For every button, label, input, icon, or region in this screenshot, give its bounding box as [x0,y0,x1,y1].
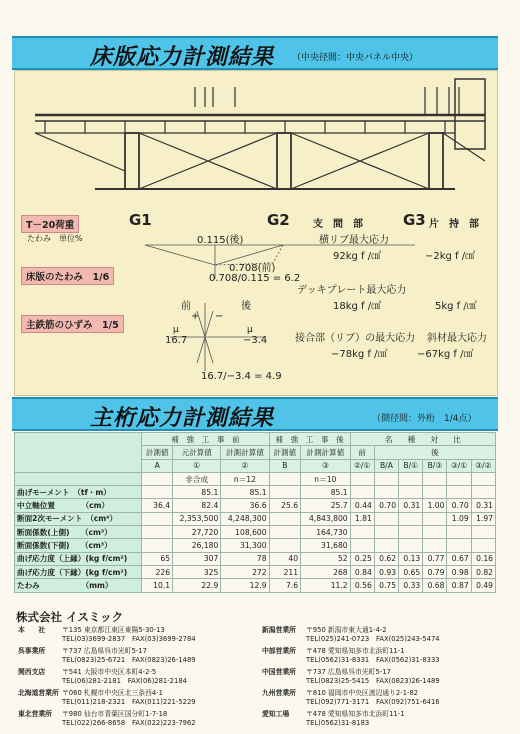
table-row [15,526,496,539]
table-cell: 0.98 [447,565,471,578]
table-cell [350,539,374,552]
table-cell: 25.6 [269,499,301,512]
section-title-girder: 主桁応力計測結果 [90,406,275,431]
office-name: 愛知工場 [262,710,290,718]
table-cell: 0.44 [350,499,374,512]
mu-left: μ [173,325,179,335]
joint-stress-value: −78kg f /㎠ [331,349,388,360]
table-cell [471,526,495,539]
table-cell [471,486,495,499]
office-address: 〒737 広島県呉市光町5-17 TEL(0823)25-6721 FAX(0823)26-1489 [62,647,196,664]
table-cell: 1.97 [471,512,495,525]
table-cell [399,486,423,499]
header-measured-calc: 計測計算値 [221,446,269,459]
deck-stress-value: 18kg f /㎠ [333,301,382,312]
office-name: 中国営業所 [262,668,296,676]
row-label: たわみ （mm） [15,579,142,592]
table-cell [142,486,173,499]
table-cell: 0.87 [447,579,471,592]
row-label: 断面係数(上側) （cm³） [15,526,142,539]
table-row [15,486,496,499]
col-A: A [142,459,173,472]
sub-composite-none: 非合成 [173,472,221,485]
minus-sign: − [215,311,224,322]
girder-stress-table [14,432,496,593]
header-ratio-front: 前 [350,446,374,459]
table-cell: 0.49 [471,579,495,592]
table-cell [374,512,398,525]
girder-g1-label: G1 [129,211,152,229]
table-cell: 1.81 [350,512,374,525]
office-address: 〒541 大阪市中央区本町4-2-5 TEL(06)281-2181 FAX(06)281-2184 [62,668,187,685]
office-entry [18,710,196,727]
office-address: 〒135 東京都江東区東陽5-30-13 TEL(03)3699-2837 FAX(03)3699-2784 [62,626,196,643]
office-address: 〒810 福岡市中央区渡辺通り2-1-82 TEL(092)771-3171 FAX(092)751-6416 [306,689,440,706]
office-entry [18,668,187,685]
table-body [15,486,496,592]
table-cell: 4,248,300 [221,512,269,525]
table-cell: 0.67 [447,552,471,565]
section-subtitle-girder: （側径間：外桁 1/4点） [372,414,477,424]
row-label: 曲げ応力度（下縁）(kg f/cm²) [15,565,142,578]
office-entry [18,626,196,643]
table-cell [447,526,471,539]
sub-n12: n＝12 [221,472,269,485]
table-cell: 0.75 [374,579,398,592]
table-cell: 2,353,500 [173,512,221,525]
header-reinforcement-after: 補 強 工 事 後 [269,433,350,446]
table-cell [269,539,301,552]
table-cell [269,486,301,499]
joint-stress-label: 接合部（リブ）の最大応力 [295,333,416,344]
table-cell: 0.31 [471,499,495,512]
table-cell: 4,843,800 [301,512,351,525]
deflection-right-value: 0.708(前) [229,263,276,274]
table-row [15,565,496,578]
table-cell [447,486,471,499]
table-cell [269,512,301,525]
table-cell: 0.84 [350,565,374,578]
office-entry [262,647,440,664]
row-label: 断面2次モーメント （cm⁴） [15,512,142,525]
col-ratio-32: ③/② [471,459,495,472]
table-cell: 0.70 [447,499,471,512]
table-row [15,512,496,525]
table-cell: 1.09 [447,512,471,525]
table-cell: 1.00 [423,499,447,512]
office-entry [262,710,405,727]
table-cell: 307 [173,552,221,565]
table-cell: 0.25 [350,552,374,565]
office-address: 〒950 新潟市東大通1-4-2 TEL(025)241-0723 FAX(025)243-5474 [306,626,440,643]
table-cell [142,539,173,552]
col-2: ② [221,459,269,472]
table-cell: 0.77 [423,552,447,565]
office-name: 関西支店 [18,668,46,676]
table-cell [471,539,495,552]
row-label: 曲げモーメント （tf・m） [15,486,142,499]
office-name: 中部営業所 [262,647,296,655]
col-ratio-B3: B/③ [423,459,447,472]
table-cell [423,526,447,539]
row-label: 曲げ応力度（上縁）(kg f/cm²) [15,552,142,565]
table-cell: 25.7 [301,499,351,512]
table-cell: 211 [269,565,301,578]
table-cell [399,512,423,525]
table-cell: 82.4 [173,499,221,512]
bridge-figure [14,70,498,396]
table-row [15,539,496,552]
strain-ratio: 16.7/−3.4 = 4.9 [201,371,282,382]
office-name: 北海道営業所 [18,689,59,697]
header-original-calc: 元計算値 [173,446,221,459]
table-cell: 0.56 [350,579,374,592]
deck-stress-label: デッキプレート最大応力 [297,285,407,296]
office-name: 九州営業所 [262,689,296,697]
table-cell [350,486,374,499]
girder-g3-label: G3 [403,211,426,229]
diagonal-stress-value: −67kg f /㎠ [417,349,474,360]
table-cell: 26,180 [173,539,221,552]
table-cell: 226 [142,565,173,578]
sub-n10: n＝10 [301,472,351,485]
load-label: T－20荷重 [21,215,79,233]
section-subtitle-slab: （中央径間：中央パネル中央） [292,53,419,63]
table-cell [423,539,447,552]
office-entry [262,626,440,643]
header-measured: 計測値 [142,446,173,459]
support-heading: 支 間 部 [313,219,363,230]
table-row [15,552,496,565]
table-cell: 22.9 [173,579,221,592]
table-cell: 0.68 [423,579,447,592]
table-cell: 108,600 [221,526,269,539]
office-name: 東北営業所 [18,710,52,718]
office-entry [18,689,196,706]
table-cell: 0.70 [374,499,398,512]
deflection-top-value: 0.115(後) [197,235,244,246]
section-banner-slab [12,36,498,70]
cantilever-value-2: 5kg f /㎠ [435,301,477,312]
table-cell [423,512,447,525]
col-1: ① [173,459,221,472]
table-cell [269,526,301,539]
table-cell: 10.1 [142,579,173,592]
rib-stress-value: 92kg f /㎠ [333,251,382,262]
strain-left-value: 16.7 [165,335,188,346]
row-label: 中立軸位置 （cm） [15,499,142,512]
office-address: 〒060 札幌市中央区北三条西4-1 TEL(011)218-2321 FAX(011)221-5229 [62,689,196,706]
rib-stress-label: 横リブ最大応力 [319,235,389,246]
table-cell: 0.31 [399,499,423,512]
company-name: 株式会社 イスミック [16,610,124,624]
header-reinforcement-before: 補 強 工 事 前 [142,433,269,446]
table-cell: 65 [142,552,173,565]
table-cell: 40 [269,552,301,565]
table-cell: 0.93 [374,565,398,578]
office-address: 〒737 広島県呉市光町5-17 TEL(0823)25-5415 FAX(0823)26-1489 [306,668,440,685]
col-ratio-B1: B/① [399,459,423,472]
back-label: 後 [241,301,251,312]
office-entry [18,647,196,664]
table-cell: 0.79 [423,565,447,578]
table-cell: 12.9 [221,579,269,592]
table-cell [399,539,423,552]
header-measured-calc-after: 計測計算値 [301,446,351,459]
table-cell: 31,300 [221,539,269,552]
section-title-slab: 床版応力計測結果 [90,45,275,70]
header-measured-after: 計測値 [269,446,301,459]
strain-right-value: −3.4 [243,335,268,346]
table-cell: 0.13 [399,552,423,565]
table-cell [142,512,173,525]
table-cell: 85.1 [221,486,269,499]
office-name: 新潟営業所 [262,626,296,634]
table-cell: 0.82 [471,565,495,578]
girder-strain-label: 主鉄筋のひずみ 1/5 [21,315,124,333]
table-row [15,499,496,512]
table-cell [399,526,423,539]
header-ratio: 名 種 対 比 [350,433,495,446]
table-cell: 7.6 [269,579,301,592]
table-cell: 0.33 [399,579,423,592]
table-cell: 325 [173,565,221,578]
cantilever-heading: 片 持 部 [429,219,479,230]
header-ratio-back: 後 [374,446,495,459]
table-row [15,579,496,592]
table-cell: 272 [221,565,269,578]
table-cell: 85.1 [301,486,351,499]
table-cell: 27,720 [173,526,221,539]
table-cell: 0.16 [471,552,495,565]
office-address: 〒478 愛知県知多市北浜町11-1 TEL(0562)31-8183 [306,710,405,727]
deflection-ratio: 0.708/0.115 = 6.2 [209,273,301,284]
mu-right: μ [247,325,253,335]
table-cell [374,526,398,539]
office-entry [262,668,440,685]
table-cell [423,486,447,499]
office-address: 〒478 愛知県知多市北浜町11-1 TEL(0562)31-8331 FAX(0562)31-8333 [306,647,440,664]
table-cell: 78 [221,552,269,565]
table-cell [350,526,374,539]
office-entry [262,689,440,706]
table-cell: 11.2 [301,579,351,592]
col-ratio-21: ②/① [350,459,374,472]
table-cell: 85.1 [173,486,221,499]
table-cell [374,539,398,552]
deflection-unit: たわみ 単位% [27,234,83,243]
slab-deflection-label: 床版のたわみ 1/6 [21,267,114,285]
front-label: 前 [181,301,191,312]
office-address: 〒980 仙台市青葉区国分町1-7-18 TEL(022)266-8658 FAX(022)223-7962 [62,710,196,727]
row-label: 断面係数(下側) （cm³） [15,539,142,552]
cantilever-value-1: −2kg f /㎠ [425,251,476,262]
table-cell [374,486,398,499]
col-B: B [269,459,301,472]
office-name: 呉事業所 [18,647,46,655]
diagonal-stress-label: 斜材最大応力 [427,333,487,344]
table-cell [142,526,173,539]
col-ratio-BA: B/A [374,459,398,472]
table-cell: 52 [301,552,351,565]
office-name: 本 社 [18,626,46,634]
col-ratio-31: ③/① [447,459,471,472]
col-3: ③ [301,459,351,472]
table-cell: 0.65 [399,565,423,578]
table-cell: 268 [301,565,351,578]
girder-g2-label: G2 [267,211,290,229]
table-cell: 36.4 [142,499,173,512]
table-cell [447,539,471,552]
table-cell: 31,680 [301,539,351,552]
table-cell: 36.6 [221,499,269,512]
table-cell: 164,730 [301,526,351,539]
table-cell: 0.62 [374,552,398,565]
plus-sign: + [191,311,200,322]
